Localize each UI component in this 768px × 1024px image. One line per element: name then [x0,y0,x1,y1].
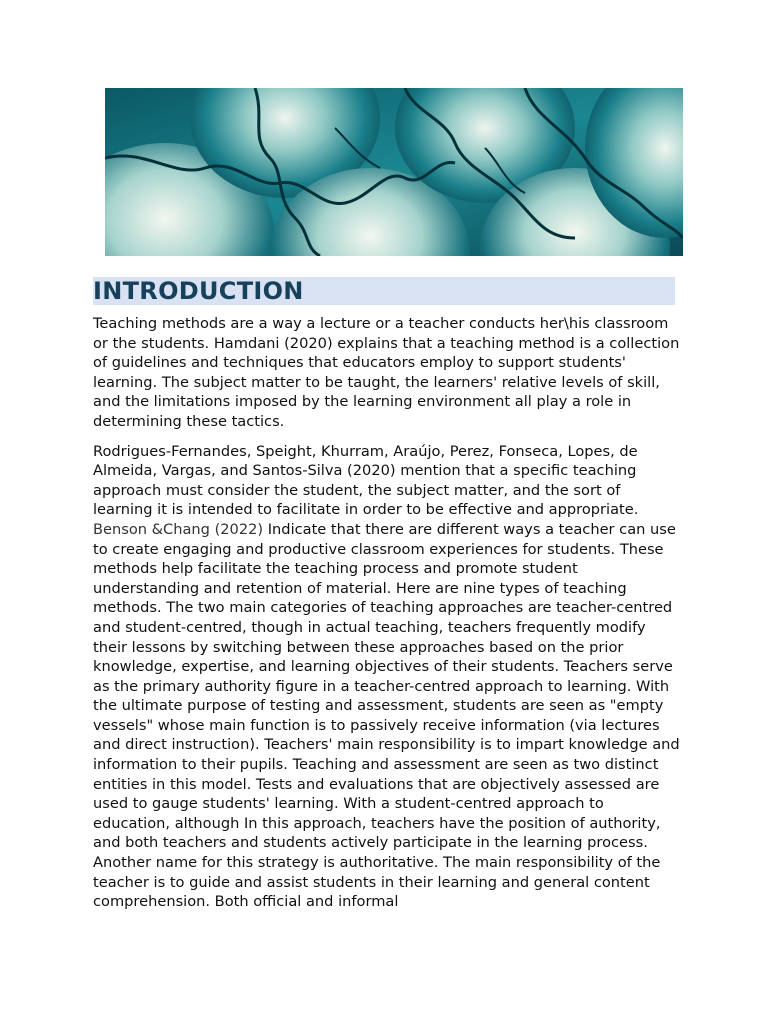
fractal-banner-image [105,88,683,256]
citation-link[interactable]: Benson &Chang (2022) [93,520,264,538]
section-heading: INTRODUCTION [93,277,304,305]
paragraph-text: Rodrigues-Fernandes, Speight, Khurram, Araújo, Perez, Fonseca, Lopes, de Almeida, Vargas, and Santos-Silva (2020) mention that a specific teaching approach must consider the student, the subject matter, and the sort of learning it is intended to facilitate in order to be effective and appropriate. [93,442,639,519]
fractal-image-icon [105,88,683,256]
paragraph-text: Indicate that there are different ways a teacher can use to create engaging and productive classroom experiences for students. These methods help facilitate the teaching process and promote student understanding and retention of material. Here are nine types of teaching methods. The two main categories of teaching approaches are teacher-centred and student-centred, though in actual teaching, teachers frequently modify their lessons by switching between these approaches based on the prior knowledge, expertise, and learning objectives of their students. Teachers serve as the primary authority figure in a teacher-centred approach to learning. With the ultimate purpose of testing and assessment, students are seen as "empty vessels" whose main function is to passively receive information (via lectures and direct instruction). Teachers' main responsibility is to impart knowledge and information to their pupils. Teaching and assessment are seen as two distinct entities in this model. Tests and evaluations that are objectively assessed are used to gauge students' learning. With a student-centred approach to education, although In this approach, teachers have the position of authority, and both teachers and students actively participate in the learning process. Another name for this strategy is authoritative. The main responsibility of the teacher is to guide and assist students in their learning and general content comprehension. Both official and informal [93,520,680,911]
paragraph [93,442,683,912]
paragraph: Teaching methods are a way a lecture or a teacher conducts her\his classroom or the students. Hamdani (2020) explains that a teaching method is a collection of guidelines and techniques that educators employ to support students' learning. The subject matter to be taught, the learners' relative levels of skill, and the limitations imposed by the learning environment all play a role in determining these tactics. [93,315,680,430]
section-heading-bar [93,277,675,305]
body-text [93,314,683,922]
